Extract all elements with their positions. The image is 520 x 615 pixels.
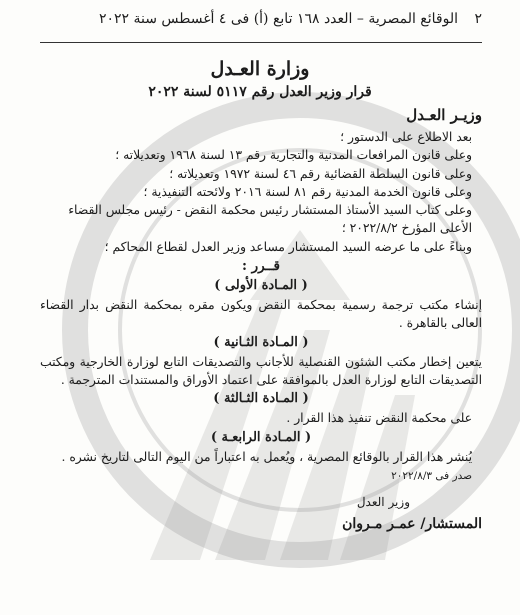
recital-procedures-law: وعلى قانون المرافعات المدنية والتجارية رقم ١٣ لسنة ١٩٦٨ وتعديلاته ؛ (115, 148, 472, 163)
minister-line: وزيـر العـدل (406, 106, 482, 124)
recital-civil-service-law: وعلى قانون الخدمة المدنية رقم ٨١ لسنة ٢٠١٦ ولائحته التنفيذية ؛ (143, 184, 472, 199)
article-2-text: يتعين إخطار مكتب الشئون القنصلية للأجانب والتصديقات التابع لوزارة الخارجية ومكتب التصديقات التابع لوزارة العدل بالموافقة على اعتماد الأوراق والمستندات المترجمة . (40, 354, 482, 387)
signature-title: وزير العدل (356, 495, 410, 510)
decree-title: قرار وزير العدل رقم ٥١١٧ لسنة ٢٠٢٢ (148, 84, 372, 100)
ministry-heading: وزارة العـدل (210, 58, 310, 80)
signature-name: المستشار/ عمـر مـروان (342, 516, 482, 533)
running-title: الوقائع المصرية – العدد ١٦٨ تابع (أ) فى ٤ أغسطس سنة ٢٠٢٢ (98, 11, 459, 27)
issue-date: صدر فى ٢٠٢٢/٨/٣ (391, 469, 472, 482)
decided-heading: قــرر : (241, 258, 280, 275)
article-2-title: ( المـادة الثـانية ) (213, 334, 309, 350)
recital-assistant-minister: وبناءً على ما عرضه السيد المستشار مساعد وزير العدل لقطاع المحاكم ؛ (104, 239, 472, 254)
article-1-text: إنشاء مكتب ترجمة رسمية بمحكمة النقض ويكون مقره بمحكمة النقض بدار القضاء العالى بالقاهرة . (40, 298, 482, 331)
recital-cassation-letter: وعلى كتاب السيد الأستاذ المستشار رئيس محكمة النقض - رئيس مجلس القضاء الأعلى المؤرخ ٢٠٢٢/٨/٢ ؛ (68, 203, 472, 236)
article-4-title: ( المـادة الرابعـة ) (210, 429, 312, 445)
article-4-text: يُنشر هذا القرار بالوقائع المصرية ، ويُعمل به اعتباراً من اليوم التالى لتاريخ نشره . (61, 449, 472, 464)
article-1-title: ( المـادة الأولى ) (214, 278, 308, 294)
article-3-title: ( المـادة الثـالثة ) (213, 391, 309, 407)
article-3-text: على محكمة النقض تنفيذ هذا القرار . (286, 411, 472, 426)
decree-body (40, 128, 482, 534)
recital-judicial-authority-law: وعلى قانون السلطة القضائية رقم ٤٦ لسنة ١٩٧٢ وتعديلاته ؛ (169, 166, 472, 181)
recital-constitution: بعد الاطلاع على الدستور ؛ (340, 130, 472, 144)
header-divider (40, 42, 482, 43)
page-number: ٢ (474, 11, 482, 27)
running-header (40, 8, 482, 30)
